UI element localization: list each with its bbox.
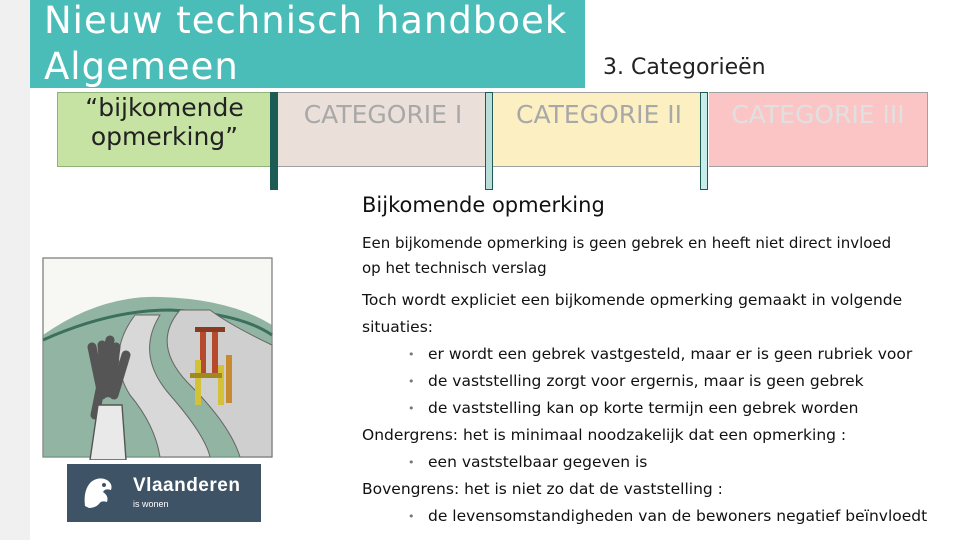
bullet-icon: •: [408, 456, 415, 469]
section-title: 3. Categorieën: [603, 55, 766, 80]
list-item: • een vaststelbaar gegeven is: [362, 449, 957, 476]
category-label-line-2: opmerking”: [90, 122, 239, 151]
category-1: CATEGORIE I: [278, 92, 488, 167]
paragraph-line: Toch wordt expliciet een bijkomende opmerking gemaakt in volgende: [362, 291, 903, 309]
bullet-icon: •: [408, 348, 415, 361]
title-line-2: Algemeen: [44, 45, 239, 88]
bullet-icon: •: [408, 510, 415, 523]
category-divider-3: [700, 92, 708, 190]
paragraph-line: op het technisch verslag: [362, 259, 547, 277]
bullet-icon: •: [408, 375, 415, 388]
paragraph-line: situaties:: [362, 318, 433, 336]
category-label-line-1: “bijkomende: [85, 93, 244, 122]
list-item: • de vaststelling kan op korte termijn een gebrek worden: [362, 395, 957, 422]
category-3: CATEGORIE III: [709, 92, 928, 167]
paragraph-situations: [362, 287, 957, 530]
upper-limit-label: Bovengrens: het is niet zo dat de vaststelling :: [362, 480, 723, 498]
list-item: • de levensomstandigheden van de bewoners negatief beïnvloedt: [362, 503, 957, 530]
category-2: CATEGORIE II: [493, 92, 705, 167]
category-divider-1: [270, 92, 278, 190]
left-edge-strip: [0, 0, 30, 540]
list-item: • de vaststelling zorgt voor ergernis, maar is geen gebrek: [362, 368, 957, 395]
title-banner: [30, 0, 585, 88]
category-bijkomende-opmerking: [57, 92, 272, 167]
lion-icon: [77, 472, 119, 514]
road-crutches-illustration: [40, 255, 275, 460]
paragraph-line: Een bijkomende opmerking is geen gebrek en heeft niet direct invloed: [362, 234, 892, 252]
title-line-1: Nieuw technisch handboek: [44, 0, 568, 42]
content-heading: Bijkomende opmerking: [362, 193, 605, 217]
category-divider-2: [485, 92, 493, 190]
vlaanderen-logo: [67, 464, 261, 522]
list-item: • er wordt een gebrek vastgesteld, maar er is geen rubriek voor: [362, 341, 957, 368]
bullet-icon: •: [408, 402, 415, 415]
logo-subtitle: is wonen: [133, 499, 169, 509]
logo-name: Vlaanderen: [133, 475, 241, 496]
paragraph-definition: [362, 231, 952, 281]
lower-limit-label: Ondergrens: het is minimaal noodzakelijk dat een opmerking :: [362, 426, 847, 444]
